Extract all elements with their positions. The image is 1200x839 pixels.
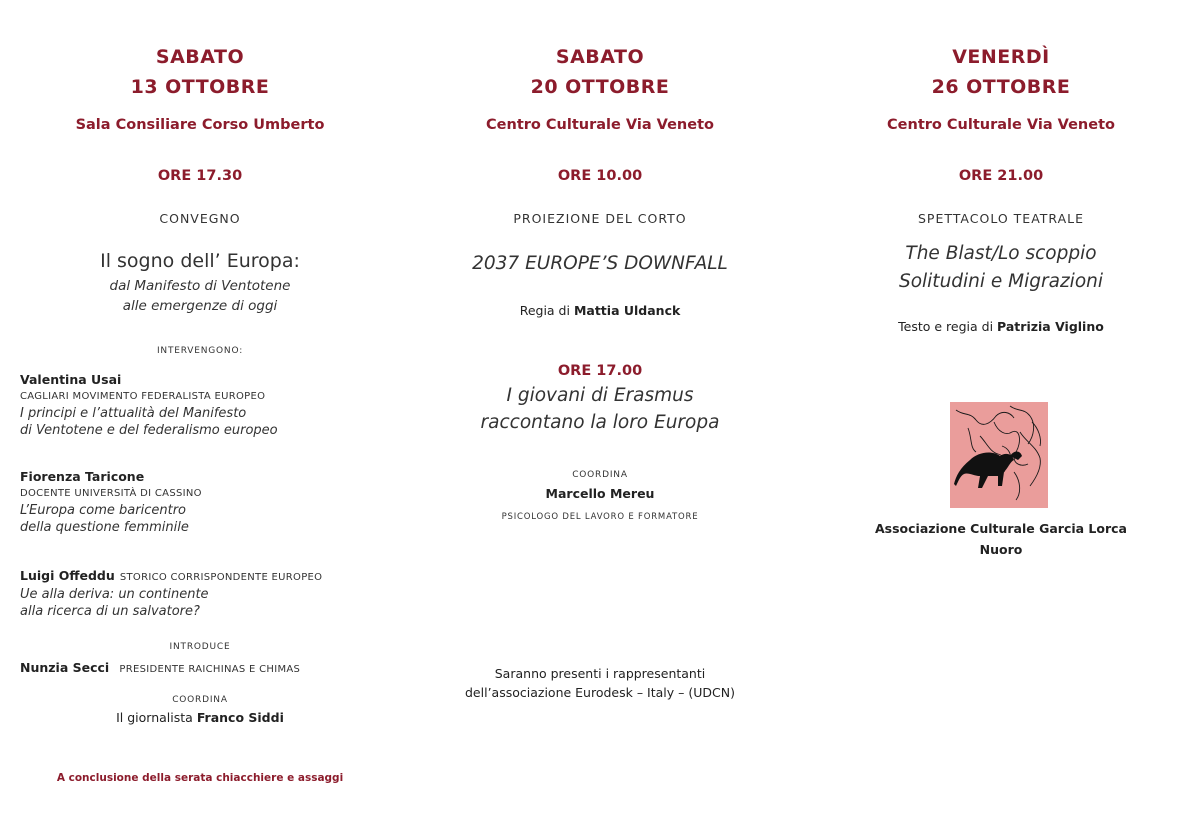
speaker-role: CAGLIARI MOVIMENTO FEDERALISTA EUROPEO [20, 391, 266, 402]
coordinator-prefix: Il giornalista [116, 710, 193, 725]
closing-note: A conclusione della serata chiacchiere e assaggi [56, 772, 344, 784]
event-date: 20 OTTOBRE [530, 76, 670, 98]
show-title-line2: Solitudini e Migrazioni [898, 271, 1104, 292]
director [418, 303, 782, 318]
conference-title: Il sogno dell’ Europa: [100, 250, 300, 272]
author-name: Patrizia Viglino [997, 319, 1104, 334]
event-date: 26 OTTOBRE [931, 76, 1071, 98]
event-type: PROIEZIONE DEL CORTO [513, 211, 687, 226]
event-day: SABATO [555, 46, 645, 68]
event-time-2: ORE 17.00 [557, 363, 643, 379]
note-line1: Saranno presenti i rappresentanti [494, 666, 706, 681]
film-title: 2037 EUROPE’S DOWNFALL [472, 253, 728, 274]
conference-subtitle-line2: alle emergenze di oggi [122, 298, 278, 314]
speaker-name: Valentina Usai [20, 372, 122, 387]
event-column-26-october [820, 0, 1182, 839]
event-venue: Centro Culturale Via Veneto [887, 117, 1115, 133]
speaker-luigi-offeddu [20, 566, 380, 620]
introducer-name: Nunzia Secci [20, 660, 110, 675]
event-type: CONVEGNO [159, 211, 241, 226]
event2-title-line2: raccontano la loro Europa [480, 412, 720, 433]
coordina-label: COORDINA [572, 470, 628, 480]
event-time: ORE 17.30 [157, 168, 243, 184]
coordinator-name: Marcello Mereu [545, 486, 655, 501]
coordinator [20, 710, 380, 725]
talk-title-line2: alla ricerca di un salvatore? [20, 604, 200, 619]
event-time: ORE 10.00 [557, 168, 643, 184]
talk-title-line2: della questione femminile [20, 520, 189, 535]
coordina-label: COORDINA [172, 695, 228, 705]
event-time: ORE 21.00 [958, 168, 1044, 184]
conference-subtitle-line1: dal Manifesto di Ventotene [109, 278, 291, 294]
note-line2: dell’associazione Eurodesk – Italy – (UDCN) [465, 685, 735, 700]
introduce-label: INTRODUCE [169, 642, 231, 652]
event-day: SABATO [155, 46, 245, 68]
organizer-line2: Nuoro [979, 542, 1023, 557]
talk-title-line2: di Ventotene e del federalismo europeo [20, 423, 278, 438]
event-venue: Centro Culturale Via Veneto [486, 117, 714, 133]
talk-title-line1: L’Europa come baricentro [20, 503, 186, 518]
author-prefix: Testo e regia di [898, 319, 994, 334]
coordinator-role: PSICOLOGO DEL LAVORO E FORMATORE [501, 512, 699, 522]
speaker-name: Luigi Offeddu [20, 568, 115, 583]
event-column-20-october [418, 0, 782, 839]
event-day: VENERDÌ [952, 46, 1050, 68]
speaker-role: DOCENTE UNIVERSITÀ DI CASSINO [20, 488, 202, 499]
horse-sketch-icon [950, 402, 1048, 508]
speaker-fiorenza-taricone [20, 468, 380, 536]
show-title-line1: The Blast/Lo scoppio [905, 243, 1097, 264]
introducer [20, 658, 380, 678]
director-name: Mattia Uldanck [573, 303, 681, 318]
talk-title-line1: Ue alla deriva: un continente [20, 587, 209, 602]
speaker-name: Fiorenza Taricone [20, 469, 145, 484]
event-venue: Sala Consiliare Corso Umberto [75, 117, 325, 133]
speakers-label: INTERVENGONO: [156, 346, 244, 356]
organizer-line1: Associazione Culturale Garcia Lorca [875, 521, 1127, 536]
speaker-role: STORICO CORRISPONDENTE EUROPEO [119, 572, 323, 583]
director-prefix: Regia di [519, 303, 570, 318]
author [820, 319, 1182, 334]
speaker-valentina-usai [20, 371, 380, 439]
coordinator-name: Franco Siddi [196, 710, 284, 725]
event-column-13-october [20, 0, 380, 839]
event2-title-line1: I giovani di Erasmus [506, 385, 694, 406]
talk-title-line1: I principi e l’attualità del Manifesto [20, 406, 247, 421]
event-date: 13 OTTOBRE [130, 76, 270, 98]
event-type: SPETTACOLO TEATRALE [917, 211, 1085, 226]
introducer-role: PRESIDENTE RAICHINAS E CHIMAS [119, 664, 301, 675]
